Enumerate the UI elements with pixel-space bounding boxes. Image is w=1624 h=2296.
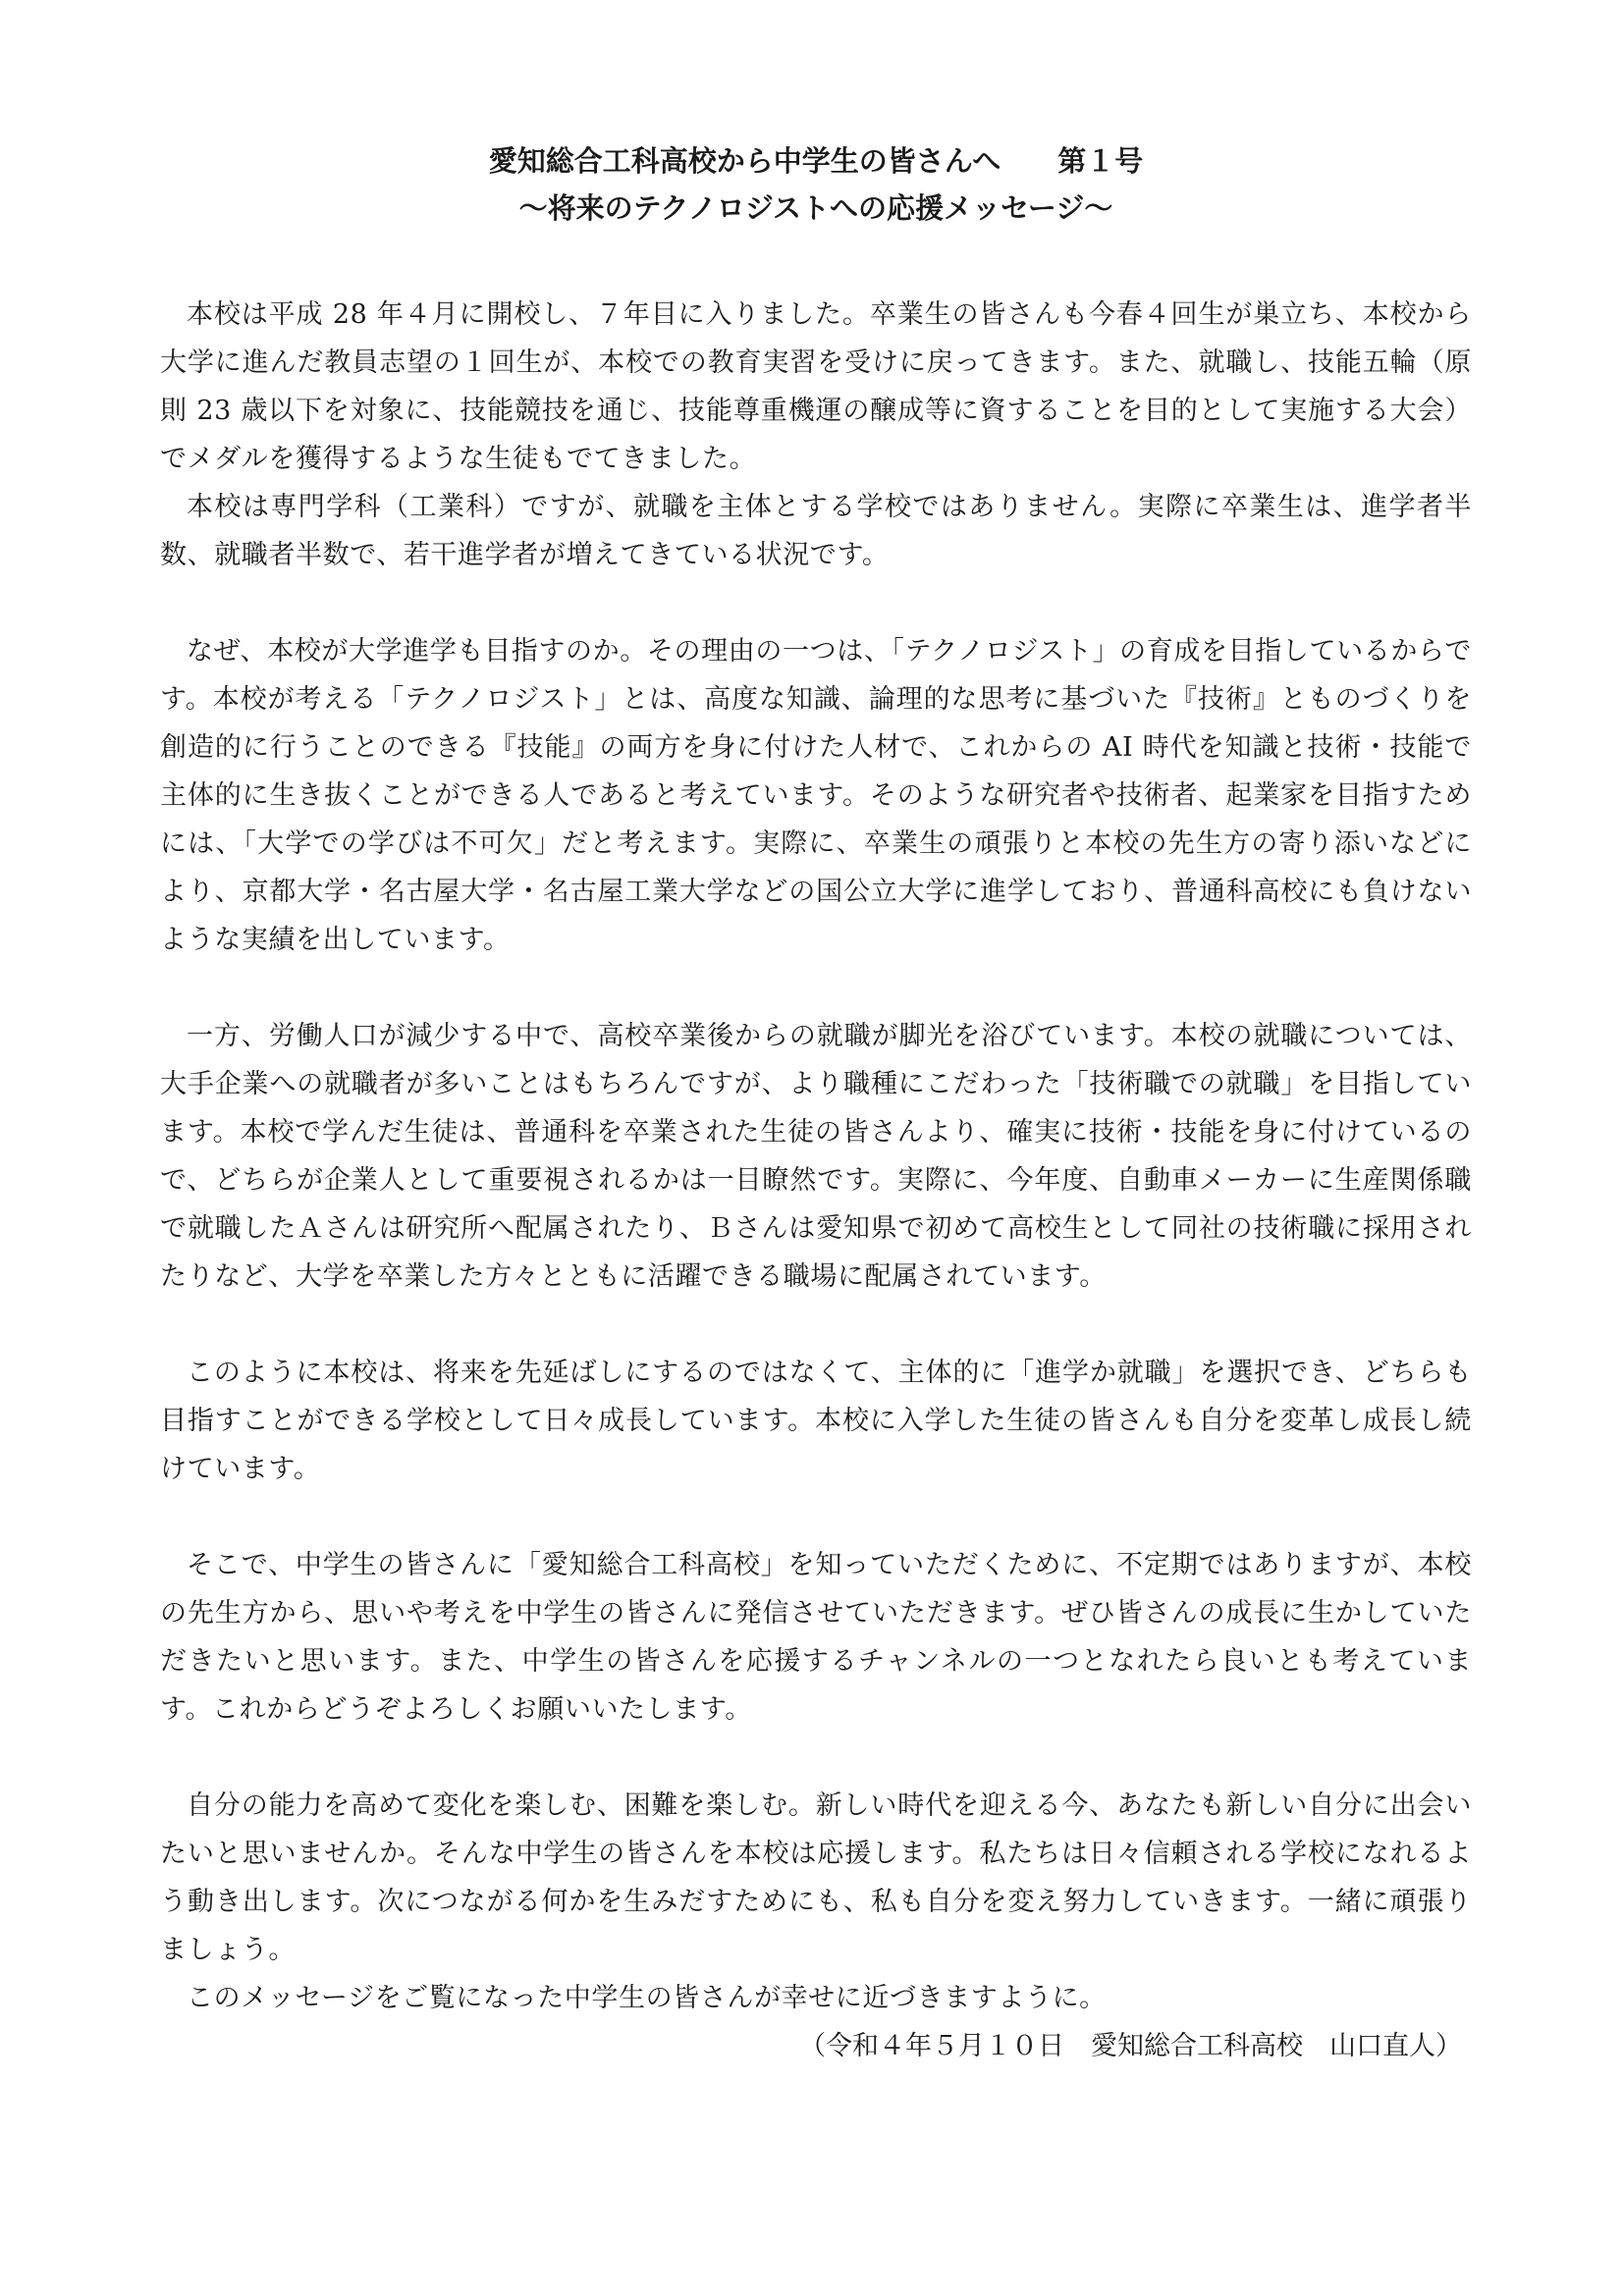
document-subtitle: ～将来のテクノロジストへの応援メッセージ～	[518, 191, 1113, 225]
paragraph-growth: このように本校は、将来を先延ばしにするのではなくて、主体的に「進学か就職」を選択でき、どちらも目指すことができる学校として日々成長しています。本校に入学した生徒の皆さんも自分を変革し成長し続けています。	[160, 1358, 1472, 1484]
document-title: 愛知総合工科高校から中学生の皆さんへ 第１号	[488, 144, 1144, 178]
paragraph-closing: このメッセージをご覧になった中学生の皆さんが幸せに近づきますように。	[187, 1983, 1107, 2013]
paragraph-employment: 一方、労働人口が減少する中で、高校卒業後からの就職が脚光を浴びています。本校の就職については、大手企業への就職者が多いことはもちろんですが、より職種にこだわった「技術職での就職」を目指しています。本校で学んだ生徒は、普通科を卒業された生徒の皆さんより、確実に技術・技能を身に付けているので、どちらが企業人として重要視されるかは一目瞭然です。実際に、今年度、自動車メーカーに生産関係職で就職したＡさんは研究所へ配属されたり、Ｂさんは愛知県で初めて高校生として同社の技術職に採用されたりなど、大学を卒業した方々とともに活躍できる職場に配属されています。	[160, 1021, 1472, 1292]
paragraph-gap	[160, 579, 1472, 627]
title-block	[160, 137, 1472, 232]
paragraph-gap	[160, 964, 1472, 1012]
paragraph-gap	[160, 1734, 1472, 1782]
paragraph-outreach: そこで、中学生の皆さんに「愛知総合工科高校」を知っていただくために、不定期ではありますが、本校の先生方から、思いや考えを中学生の皆さんに発信させていただきます。ぜひ皆さんの成長に生かしていただきたいと思います。また、中学生の皆さんを応援するチャンネルの一つとなれたら良いとも考えています。これからどうぞよろしくお願いいたします。	[160, 1550, 1472, 1725]
signature-line: （令和４年５月１０日 愛知総合工科高校 山口直人）	[799, 2031, 1462, 2061]
paragraph-encouragement: 自分の能力を高めて変化を楽しむ、困難を楽しむ。新しい時代を迎える今、あなたも新しい自分に出会いたいと思いませんか。そんな中学生の皆さんを本校は応援します。私たちは日々信頼される学校になれるよう動き出します。次につながる何かを生みだすためにも、私も自分を変え努力していきます。一緒に頑張りましょう。	[160, 1790, 1472, 1965]
paragraph-technologist: なぜ、本校が大学進学も目指すのか。その理由の一つは、「テクノロジスト」の育成を目指しているからです。本校が考える「テクノロジスト」とは、高度な知識、論理的な思考に基づいた『技術』とものづくりを創造的に行うことのできる『技能』の両方を身に付けた人材で、これからの AI 時代を知識と技術・技能で主体的に生き抜くことができる人であると考えています。そのような研究者や技術者、起業家を目指すためには、「大学での学びは不可欠」だと考えます。実際に、卒業生の頑張りと本校の先生方の寄り添いなどにより、京都大学・名古屋大学・名古屋工業大学などの国公立大学に進学しており、普通科高校にも負けないような実績を出しています。	[160, 636, 1472, 955]
body-text	[160, 291, 1472, 2022]
paragraph-opening: 本校は平成 28 年４月に開校し、７年目に入りました。卒業生の皆さんも今春４回生が巣立ち、本校から大学に進んだ教員志望の１回生が、本校での教育実習を受けに戻ってきます。また、就職し、技能五輪（原則 23 歳以下を対象に、技能競技を通じ、技能尊重機運の醸成等に資することを目的として実施する大会）でメダルを獲得するような生徒もでてきました。	[160, 299, 1472, 474]
paragraph-gap	[160, 1301, 1472, 1349]
paragraph-specialty: 本校は専門学科（工業科）ですが、就職を主体とする学校ではありません。実際に卒業生は、進学者半数、就職者半数で、若干進学者が増えてきている状況です。	[160, 492, 1472, 570]
paragraph-gap	[160, 1493, 1472, 1541]
